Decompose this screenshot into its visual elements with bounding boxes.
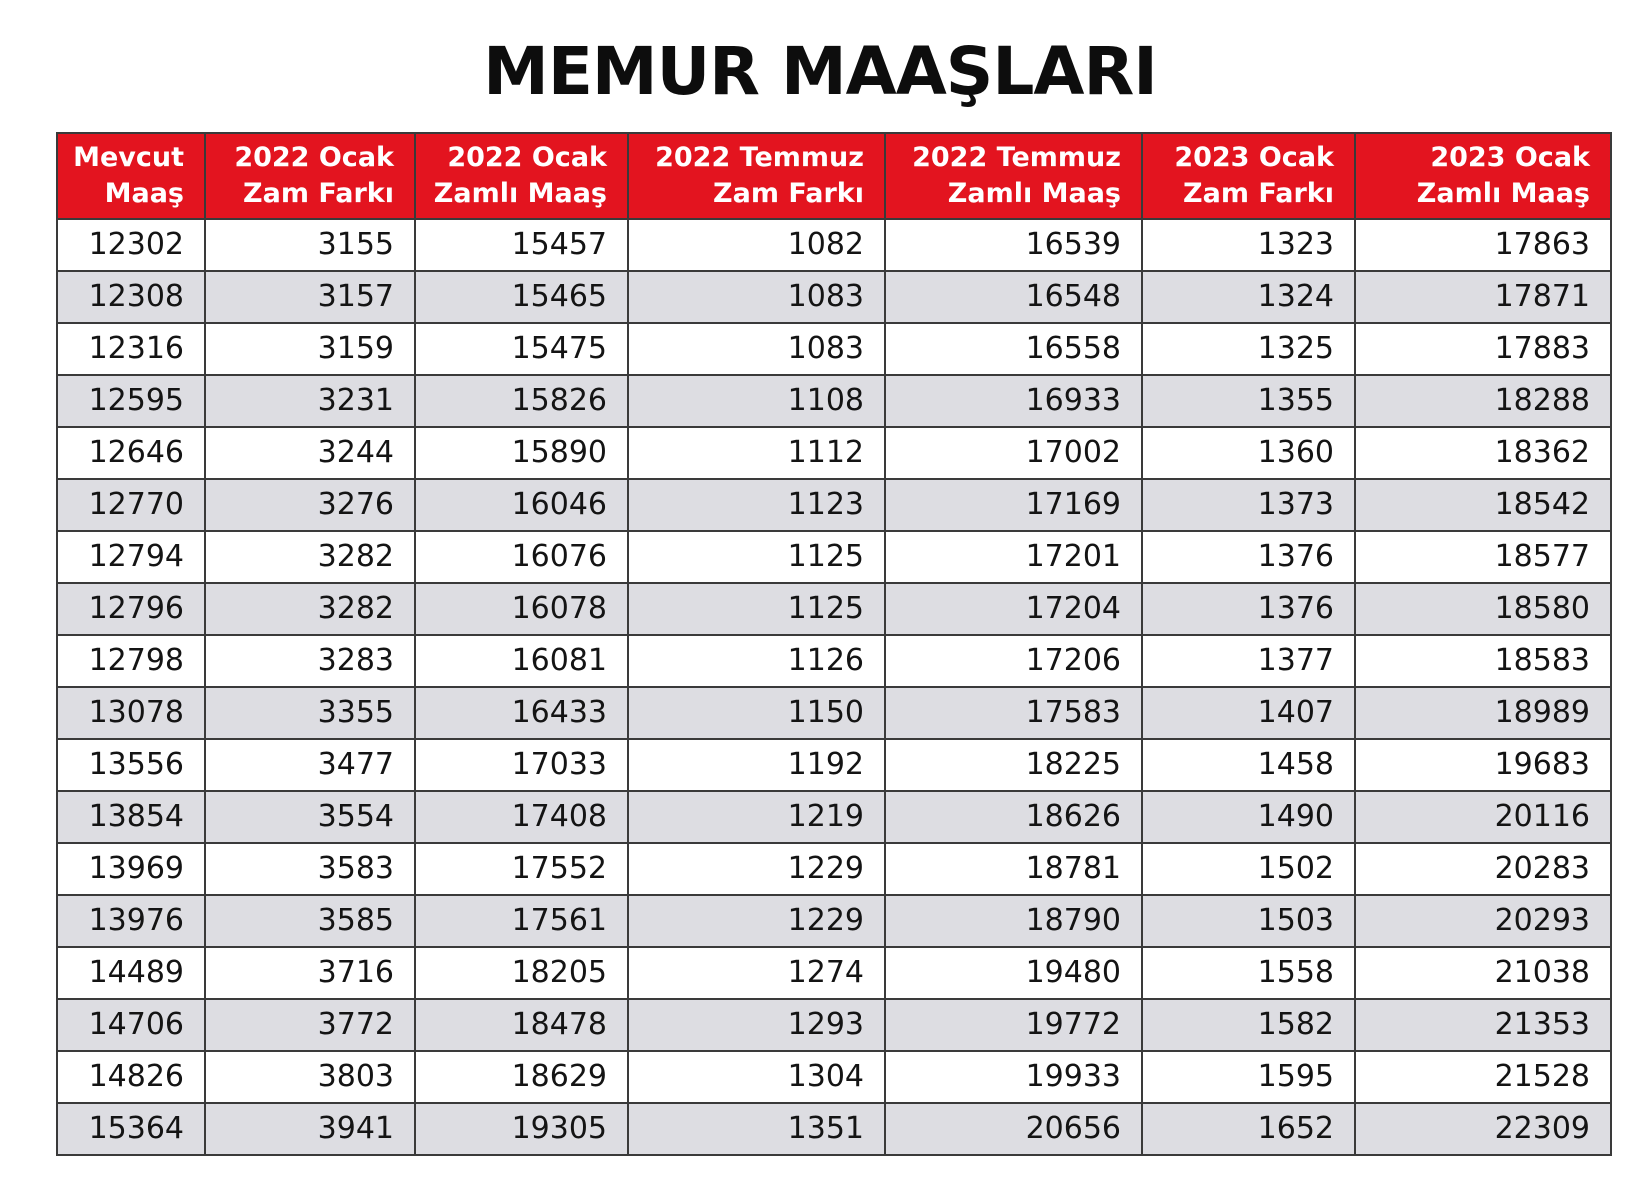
table-cell: 17002 [885, 427, 1142, 479]
table-cell: 12316 [57, 323, 205, 375]
table-cell: 1083 [628, 323, 885, 375]
table-cell: 17408 [415, 791, 628, 843]
table-cell: 1325 [1142, 323, 1355, 375]
table-cell: 13078 [57, 687, 205, 739]
table-cell: 15364 [57, 1103, 205, 1155]
column-header [57, 133, 205, 219]
table-cell: 1582 [1142, 999, 1355, 1051]
table-cell: 3157 [205, 271, 415, 323]
table-cell: 20283 [1355, 843, 1611, 895]
table-cell: 13976 [57, 895, 205, 947]
table-cell: 1219 [628, 791, 885, 843]
table-cell: 17033 [415, 739, 628, 791]
table-cell: 20656 [885, 1103, 1142, 1155]
salary-table-container [56, 132, 1610, 1156]
page-title: MEMUR MAAŞLARI [483, 33, 1157, 110]
table-cell: 3716 [205, 947, 415, 999]
table-cell: 12302 [57, 219, 205, 271]
table-row [57, 791, 1611, 843]
table-cell: 21353 [1355, 999, 1611, 1051]
table-cell: 12595 [57, 375, 205, 427]
table-cell: 1125 [628, 531, 885, 583]
column-header-line1: 2023 Ocak [1174, 142, 1334, 173]
table-cell: 18781 [885, 843, 1142, 895]
table-cell: 1112 [628, 427, 885, 479]
table-row [57, 895, 1611, 947]
table-cell: 18478 [415, 999, 628, 1051]
table-cell: 14826 [57, 1051, 205, 1103]
table-cell: 1373 [1142, 479, 1355, 531]
table-cell: 13969 [57, 843, 205, 895]
column-header-line1: Mevcut [73, 142, 184, 173]
table-cell: 18205 [415, 947, 628, 999]
table-cell: 3231 [205, 375, 415, 427]
table-cell: 12796 [57, 583, 205, 635]
table-cell: 18288 [1355, 375, 1611, 427]
table-cell: 3159 [205, 323, 415, 375]
table-cell: 1324 [1142, 271, 1355, 323]
table-cell: 1407 [1142, 687, 1355, 739]
table-cell: 18362 [1355, 427, 1611, 479]
column-header-line1: 2023 Ocak [1430, 142, 1590, 173]
table-cell: 19305 [415, 1103, 628, 1155]
table-cell: 16933 [885, 375, 1142, 427]
table-cell: 1123 [628, 479, 885, 531]
table-row [57, 375, 1611, 427]
table-cell: 15465 [415, 271, 628, 323]
column-header-line2: Zamlı Maaş [433, 178, 607, 209]
table-cell: 1293 [628, 999, 885, 1051]
table-cell: 1502 [1142, 843, 1355, 895]
table-cell: 12646 [57, 427, 205, 479]
table-row [57, 687, 1611, 739]
table-cell: 1503 [1142, 895, 1355, 947]
table-cell: 16081 [415, 635, 628, 687]
table-cell: 1490 [1142, 791, 1355, 843]
table-cell: 18989 [1355, 687, 1611, 739]
table-cell: 1351 [628, 1103, 885, 1155]
table-cell: 16558 [885, 323, 1142, 375]
column-header-line2: Zamlı Maaş [1416, 178, 1590, 209]
table-cell: 14489 [57, 947, 205, 999]
table-cell: 17871 [1355, 271, 1611, 323]
table-cell: 1229 [628, 895, 885, 947]
table-cell: 3803 [205, 1051, 415, 1103]
table-row [57, 583, 1611, 635]
table-row [57, 427, 1611, 479]
table-cell: 1125 [628, 583, 885, 635]
table-row [57, 219, 1611, 271]
table-cell: 1558 [1142, 947, 1355, 999]
table-cell: 1355 [1142, 375, 1355, 427]
table-cell: 17201 [885, 531, 1142, 583]
table-row [57, 739, 1611, 791]
table-cell: 17204 [885, 583, 1142, 635]
table-cell: 17169 [885, 479, 1142, 531]
table-cell: 1360 [1142, 427, 1355, 479]
table-row [57, 271, 1611, 323]
column-header-line1: 2022 Ocak [234, 142, 394, 173]
table-cell: 20293 [1355, 895, 1611, 947]
table-cell: 3155 [205, 219, 415, 271]
table-cell: 18629 [415, 1051, 628, 1103]
table-cell: 21038 [1355, 947, 1611, 999]
table-cell: 19683 [1355, 739, 1611, 791]
table-cell: 17561 [415, 895, 628, 947]
table-cell: 1376 [1142, 531, 1355, 583]
table-cell: 12798 [57, 635, 205, 687]
table-cell: 17206 [885, 635, 1142, 687]
table-cell: 13556 [57, 739, 205, 791]
salary-table [56, 132, 1612, 1156]
table-cell: 1595 [1142, 1051, 1355, 1103]
table-cell: 20116 [1355, 791, 1611, 843]
column-header-line1: 2022 Ocak [447, 142, 607, 173]
table-cell: 3282 [205, 583, 415, 635]
table-row [57, 323, 1611, 375]
table-cell: 3244 [205, 427, 415, 479]
table-cell: 3477 [205, 739, 415, 791]
table-cell: 3355 [205, 687, 415, 739]
table-cell: 21528 [1355, 1051, 1611, 1103]
table-row [57, 999, 1611, 1051]
table-cell: 16433 [415, 687, 628, 739]
table-cell: 3283 [205, 635, 415, 687]
table-cell: 15457 [415, 219, 628, 271]
column-header [415, 133, 628, 219]
table-cell: 16548 [885, 271, 1142, 323]
table-cell: 12770 [57, 479, 205, 531]
table-row [57, 1103, 1611, 1155]
table-cell: 1376 [1142, 583, 1355, 635]
table-cell: 3282 [205, 531, 415, 583]
table-cell: 3772 [205, 999, 415, 1051]
column-header [1142, 133, 1355, 219]
column-header-line1: 2022 Temmuz [655, 142, 864, 173]
table-cell: 16539 [885, 219, 1142, 271]
table-cell: 1083 [628, 271, 885, 323]
column-header-line2: Zamlı Maaş [947, 178, 1121, 209]
table-cell: 22309 [1355, 1103, 1611, 1155]
table-row [57, 531, 1611, 583]
table-cell: 1082 [628, 219, 885, 271]
table-cell: 1323 [1142, 219, 1355, 271]
table-cell: 15890 [415, 427, 628, 479]
column-header-line2: Zam Farkı [1183, 178, 1334, 209]
table-cell: 13854 [57, 791, 205, 843]
table-cell: 1304 [628, 1051, 885, 1103]
table-cell: 16076 [415, 531, 628, 583]
table-cell: 18225 [885, 739, 1142, 791]
table-cell: 18577 [1355, 531, 1611, 583]
table-cell: 3583 [205, 843, 415, 895]
table-cell: 1229 [628, 843, 885, 895]
table-cell: 17863 [1355, 219, 1611, 271]
table-cell: 1274 [628, 947, 885, 999]
table-cell: 3554 [205, 791, 415, 843]
table-body [57, 219, 1611, 1155]
table-row [57, 1051, 1611, 1103]
table-row [57, 635, 1611, 687]
column-header-line2: Zam Farkı [713, 178, 864, 209]
table-row [57, 479, 1611, 531]
column-header [628, 133, 885, 219]
table-cell: 18583 [1355, 635, 1611, 687]
column-header-line2: Zam Farkı [243, 178, 394, 209]
table-cell: 15475 [415, 323, 628, 375]
table-cell: 3585 [205, 895, 415, 947]
table-cell: 1652 [1142, 1103, 1355, 1155]
table-cell: 19772 [885, 999, 1142, 1051]
table-cell: 17552 [415, 843, 628, 895]
table-cell: 17883 [1355, 323, 1611, 375]
table-cell: 16078 [415, 583, 628, 635]
table-cell: 1192 [628, 739, 885, 791]
table-cell: 18580 [1355, 583, 1611, 635]
table-cell: 1458 [1142, 739, 1355, 791]
table-cell: 18542 [1355, 479, 1611, 531]
table-cell: 19933 [885, 1051, 1142, 1103]
table-cell: 1150 [628, 687, 885, 739]
table-cell: 1126 [628, 635, 885, 687]
table-cell: 1108 [628, 375, 885, 427]
table-cell: 17583 [885, 687, 1142, 739]
column-header [205, 133, 415, 219]
table-cell: 16046 [415, 479, 628, 531]
table-cell: 14706 [57, 999, 205, 1051]
column-header [885, 133, 1142, 219]
table-cell: 12308 [57, 271, 205, 323]
table-row [57, 843, 1611, 895]
table-cell: 3941 [205, 1103, 415, 1155]
column-header-line2: Maaş [104, 178, 184, 209]
table-header-row [57, 133, 1611, 219]
table-cell: 18790 [885, 895, 1142, 947]
table-cell: 1377 [1142, 635, 1355, 687]
table-cell: 12794 [57, 531, 205, 583]
table-cell: 19480 [885, 947, 1142, 999]
table-cell: 18626 [885, 791, 1142, 843]
column-header [1355, 133, 1611, 219]
table-cell: 3276 [205, 479, 415, 531]
table-cell: 15826 [415, 375, 628, 427]
table-row [57, 947, 1611, 999]
column-header-line1: 2022 Temmuz [912, 142, 1121, 173]
